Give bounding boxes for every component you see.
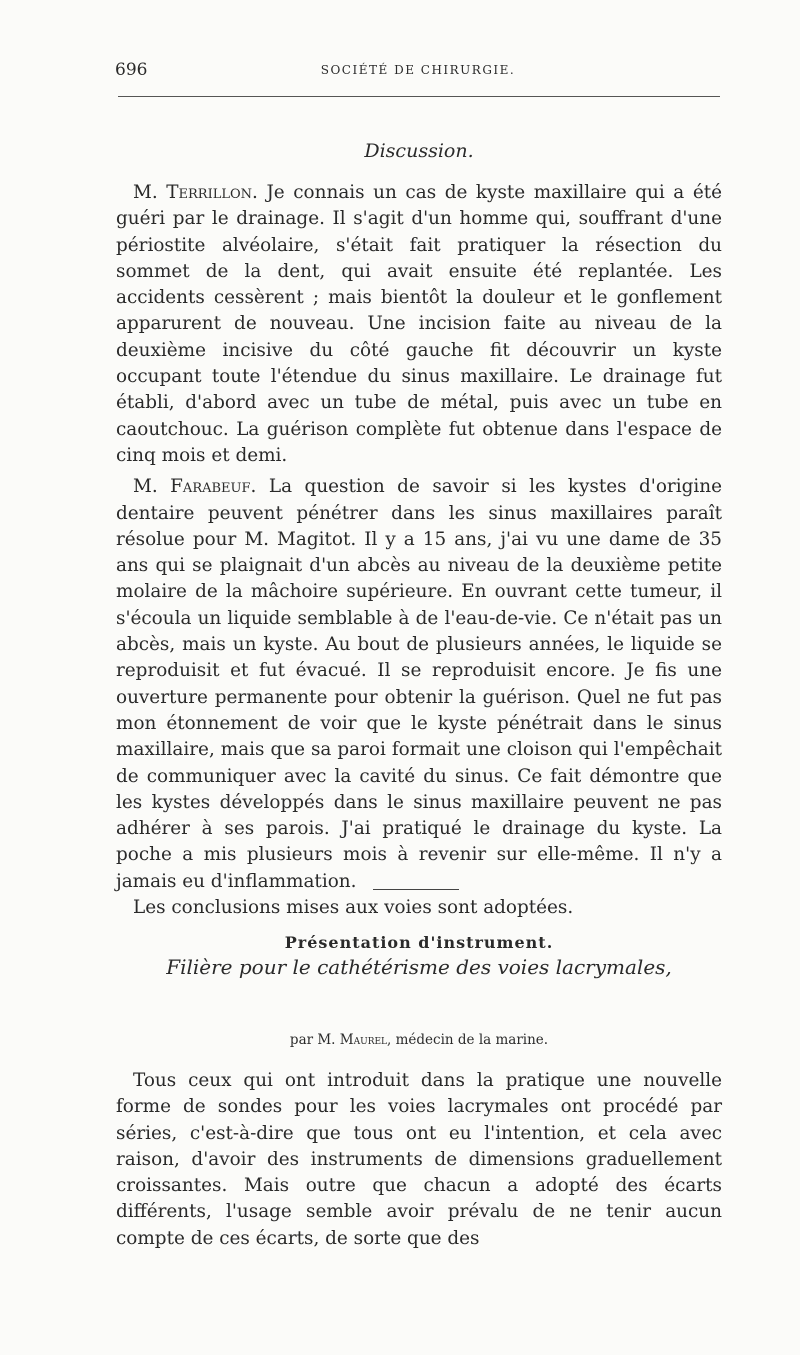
header-rule — [118, 96, 720, 97]
presentation-heading: Présentation d'instrument. — [284, 933, 554, 952]
presentation-title: Filière pour le cathétérisme des voies lacrymales, — [166, 955, 672, 979]
presentation-author — [116, 1032, 722, 1048]
paragraph-farabeuf — [116, 474, 722, 895]
presentation-body — [116, 1068, 722, 1252]
page-number: 696 — [115, 60, 148, 80]
author-name: Maurel, — [339, 1032, 392, 1048]
discussion-body — [116, 180, 722, 921]
paragraph-text: Je connais un cas de kyste maxillaire qui a été guéri par le drainage. Il s'agit d'un homme qui, souffrant d'une périostite alvéolaire, s'était fait pratiquer la résection du sommet de la dent, qui avait ensuite été replantée. Les accidents cessèrent ; mais bientôt la douleur et le gonflement apparurent de nouveau. Une incision faite au niveau de la deuxième incisive du côté gauche fit découvrir un kyste occupant toute l'étendue du sinus maxillaire. Le drainage fut établi, d'abord avec un tube de métal, puis avec un tube en caoutchouc. La guérison complète fut obtenue dans l'espace de cinq mois et demi. — [116, 182, 722, 466]
paragraph-text: La question de savoir si les kystes d'origine dentaire peuvent pénétrer dans les sinus maxillaires paraît résolue pour M. Magitot. Il y a 15 ans, j'ai vu une dame de 35 ans qui se plaignait d'un abcès au niveau de la deuxième petite molaire de la mâchoire supérieure. En ouvrant cette tumeur, il s'écoula un liquide semblable à de l'eau-de-vie. Ce n'était pas un abcès, mais un kyste. Au bout de plusieurs années, le liquide se reproduisit et fut évacué. Il se reproduisit encore. Je fis une ouverture permanente pour obtenir la guérison. Quel ne fut pas mon étonnement de voir que le kyste pénétrait dans le sinus maxillaire, mais que sa paroi formait une cloison qui l'empêchait de communiquer avec la cavité du sinus. Ce fait démontre que les kystes développés dans le sinus maxillaire peuvent ne pas adhérer à ses parois. J'ai pratiqué le drainage du kyste. La poche a mis plusieurs mois à revenir sur elle-même. Il n'y a jamais eu d'inflammation. — [116, 476, 722, 892]
author-suffix: médecin de la marine. — [395, 1032, 549, 1048]
speaker-name: M. Farabeuf. — [133, 476, 257, 498]
paragraph-maurel: Tous ceux qui ont introduit dans la pratique une nouvelle forme de sondes pour les voies lacrymales ont procédé par séries, c'est-à-dire que tous ont eu l'intention, et cela avec raison, d'avoir des instruments de dimensions graduellement croissantes. Mais outre que chacun a adopté des écarts différents, l'usage semble avoir prévalu de ne tenir aucun compte de ces écarts, de sorte que des — [116, 1070, 722, 1249]
speaker-name: M. Terrillon. — [133, 182, 258, 203]
running-title: SOCIÉTÉ DE CHIRURGIE. — [320, 63, 516, 77]
paragraph-terrillon — [116, 180, 722, 469]
author-prefix: par M. — [289, 1032, 336, 1048]
page-header — [115, 60, 721, 80]
section-divider — [373, 889, 459, 890]
discussion-title: Discussion. — [364, 140, 474, 162]
paragraph-conclusion: Les conclusions mises aux voies sont adoptées. — [133, 897, 574, 919]
